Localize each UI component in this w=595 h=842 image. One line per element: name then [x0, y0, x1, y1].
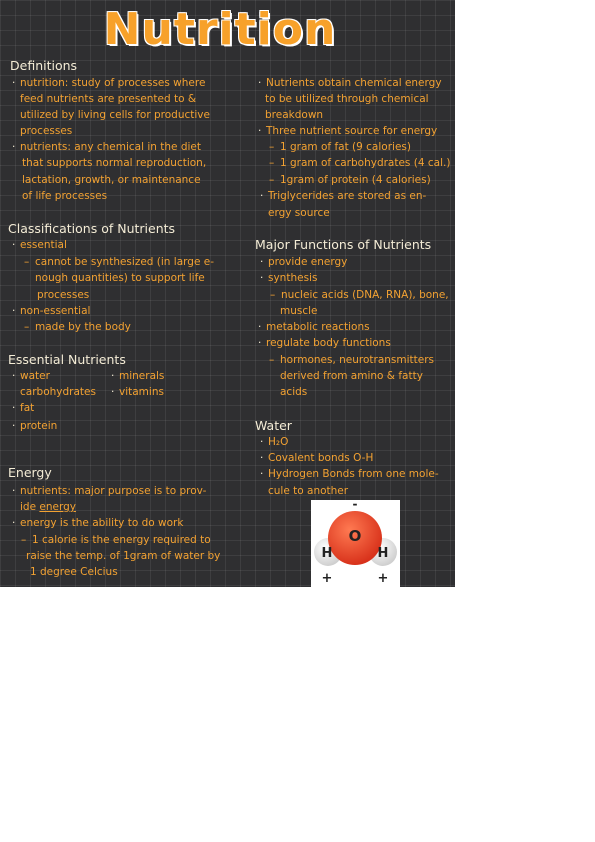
water-molecule-icon	[311, 500, 400, 587]
text-line: – hormones, neurotransmitters	[280, 352, 434, 368]
list-item: carbohydrates	[20, 386, 96, 398]
text-line: breakdown	[265, 109, 324, 121]
section-heading-classifications: Classifications of Nutrients	[8, 221, 176, 236]
text-line: · synthesis	[268, 270, 317, 286]
text-line: – cannot be synthesized (in large e-	[35, 254, 214, 270]
section-heading-functions: Major Functions of Nutrients	[255, 237, 432, 252]
text-line: to be utilized through chemical	[265, 93, 429, 105]
list-item: · vitamins	[119, 384, 164, 400]
text-line: nough quantities) to support life	[35, 272, 205, 284]
list-item: · fat	[20, 400, 34, 416]
text-line: · Three nutrient source for energy	[266, 123, 437, 139]
text-line: cule to another	[268, 485, 349, 497]
text-line: · Covalent bonds O-H	[268, 450, 373, 466]
text-line: lactation, growth, or maintenance	[22, 174, 201, 186]
text-fragment: ide	[20, 501, 40, 513]
oxygen-label: O	[348, 527, 362, 545]
text-line: · nutrition: study of processes where	[20, 75, 205, 91]
plus-charge-label: +	[377, 571, 389, 586]
hydrogen-label: H	[321, 546, 333, 561]
page-title: Nutrition	[103, 4, 337, 55]
text-line: · Nutrients obtain chemical energy	[266, 75, 442, 91]
text-line: that supports normal reproduction,	[22, 157, 207, 169]
text-line: raise the temp. of 1gram of water by	[26, 550, 221, 562]
text-line: · non-essential	[20, 303, 90, 319]
text-line: ergy source	[268, 207, 330, 219]
text-line: – made by the body	[35, 319, 131, 335]
text-line: · provide energy	[268, 254, 347, 270]
list-item: · minerals	[119, 368, 164, 384]
text-line: of life processes	[22, 190, 108, 202]
text-line: feed nutrients are presented to &	[20, 93, 197, 105]
minus-charge-label: -	[352, 500, 358, 511]
list-item: · water	[20, 368, 50, 384]
text-line: · nutrients: any chemical in the diet	[20, 139, 201, 155]
text-line: · essential	[20, 237, 67, 253]
text-line: utilized by living cells for productive	[20, 109, 210, 121]
text-line: – 1 gram of carbohydrates (4 cal.)	[280, 155, 450, 171]
text-line: derived from amino & fatty	[280, 370, 423, 382]
text-line: – 1 calorie is the energy required to	[32, 532, 211, 548]
section-heading-essential: Essential Nutrients	[8, 352, 126, 367]
text-line: · regulate body functions	[266, 335, 391, 351]
section-heading-water: Water	[255, 418, 292, 433]
list-item: · protein	[20, 418, 57, 434]
text-line: processes	[37, 289, 90, 301]
text-line: – nucleic acids (DNA, RNA), bone,	[281, 287, 449, 303]
plus-charge-label: +	[321, 571, 333, 586]
text-line: · energy is the ability to do work	[20, 515, 183, 531]
text-line	[20, 499, 76, 515]
text-line: 1 degree Celcius	[30, 566, 118, 578]
text-line: – 1gram of protein (4 calories)	[280, 172, 431, 188]
section-heading-definitions: Definitions	[10, 58, 78, 73]
text-line: · nutrients: major purpose is to prov-	[20, 483, 206, 499]
underlined-word: energy	[39, 501, 76, 513]
text-line: · H₂O	[268, 434, 288, 450]
text-line: · Hydrogen Bonds from one mole-	[268, 466, 439, 482]
hydrogen-label: H	[377, 546, 389, 561]
text-line: muscle	[280, 305, 318, 317]
text-line: · metabolic reactions	[266, 319, 370, 335]
section-heading-energy: Energy	[8, 465, 52, 480]
text-line: – 1 gram of fat (9 calories)	[280, 139, 411, 155]
water-molecule-image	[311, 500, 400, 587]
text-line: processes	[20, 125, 73, 137]
text-line: acids	[280, 386, 308, 398]
text-line: · Triglycerides are stored as en-	[268, 188, 426, 204]
